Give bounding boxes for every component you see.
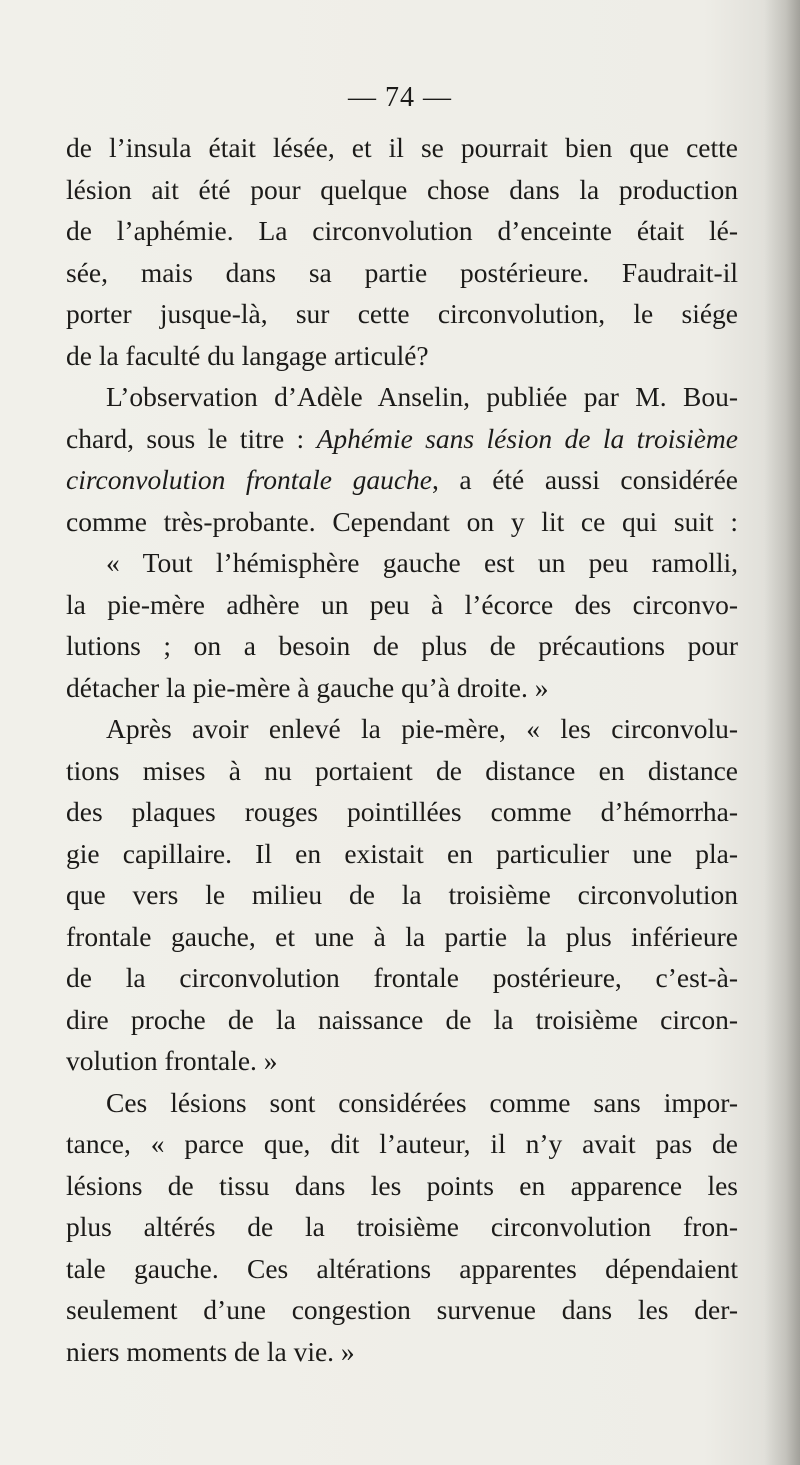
text-line: la pie-mère adhère un peu à l’écorce des circonvo- <box>66 588 738 620</box>
text-line: frontale gauche, et une à la partie la plus inférieure <box>66 920 738 952</box>
text-line: niers moments de la vie. » <box>66 1335 355 1367</box>
text-line: comme très-probante. Cependant on y lit ce qui suit : <box>66 505 738 537</box>
text-line: L’observation d’Adèle Anselin, publiée par M. Bou- <box>106 381 738 412</box>
text-line: plus altérés de la troisième circonvolution fron- <box>66 1211 738 1242</box>
text-line: seulement d’une congestion survenue dans les der- <box>66 1294 738 1325</box>
text-line: « Tout l’hémisphère gauche est un peu ramolli, <box>106 547 738 578</box>
text-line: détacher la pie-mère à gauche qu’à droite. » <box>66 671 549 703</box>
italic-title: Aphémie sans lésion de la troisième <box>316 422 738 454</box>
text-line: que vers le milieu de la troisième circonvolution <box>66 879 738 910</box>
text-line: tance, « parce que, dit l’auteur, il n’y avait pas de <box>66 1128 738 1159</box>
text-line-with-title <box>66 459 738 501</box>
text-segment: , a été aussi considérée <box>431 464 738 495</box>
text-segment: chard, sous le titre : <box>66 422 317 454</box>
text-line: sée, mais dans sa partie postérieure. Faudrait-il <box>66 256 738 288</box>
body-text <box>66 127 738 1372</box>
text-line: gie capillaire. Il en existait en particulier une pla- <box>66 837 738 869</box>
text-line: de la faculté du langage articulé? <box>66 339 429 371</box>
text-line-with-title <box>66 418 738 460</box>
text-line: Après avoir enlevé la pie-mère, « les circonvolu- <box>106 713 738 744</box>
page-number-header: — 74 — <box>348 82 452 113</box>
italic-title: circonvolution frontale gauche <box>66 464 432 495</box>
text-line: lésions de tissu dans les points en apparence les <box>66 1169 738 1201</box>
text-line: de l’aphémie. La circonvolution d’enceinte était lé- <box>66 215 738 246</box>
text-line: de la circonvolution frontale postérieure, c’est-à- <box>66 962 738 993</box>
text-line: porter jusque-là, sur cette circonvolution, le siége <box>66 298 738 329</box>
text-line: tions mises à nu portaient de distance en distance <box>66 754 738 786</box>
text-line: volution frontale. » <box>66 1045 278 1076</box>
text-line: lutions ; on a besoin de plus de précautions pour <box>66 630 738 661</box>
text-line: dire proche de la naissance de la troisième circon- <box>66 1003 738 1035</box>
text-line: lésion ait été pour quelque chose dans la production <box>66 173 738 205</box>
page-edge-shadow <box>764 0 800 1465</box>
text-line: des plaques rouges pointillées comme d’hémorrha- <box>66 796 738 827</box>
text-line: de l’insula était lésée, et il se pourrait bien que cette <box>66 132 738 163</box>
text-line: Ces lésions sont considérées comme sans impor- <box>106 1086 738 1118</box>
text-line: tale gauche. Ces altérations apparentes dépendaient <box>66 1252 738 1284</box>
